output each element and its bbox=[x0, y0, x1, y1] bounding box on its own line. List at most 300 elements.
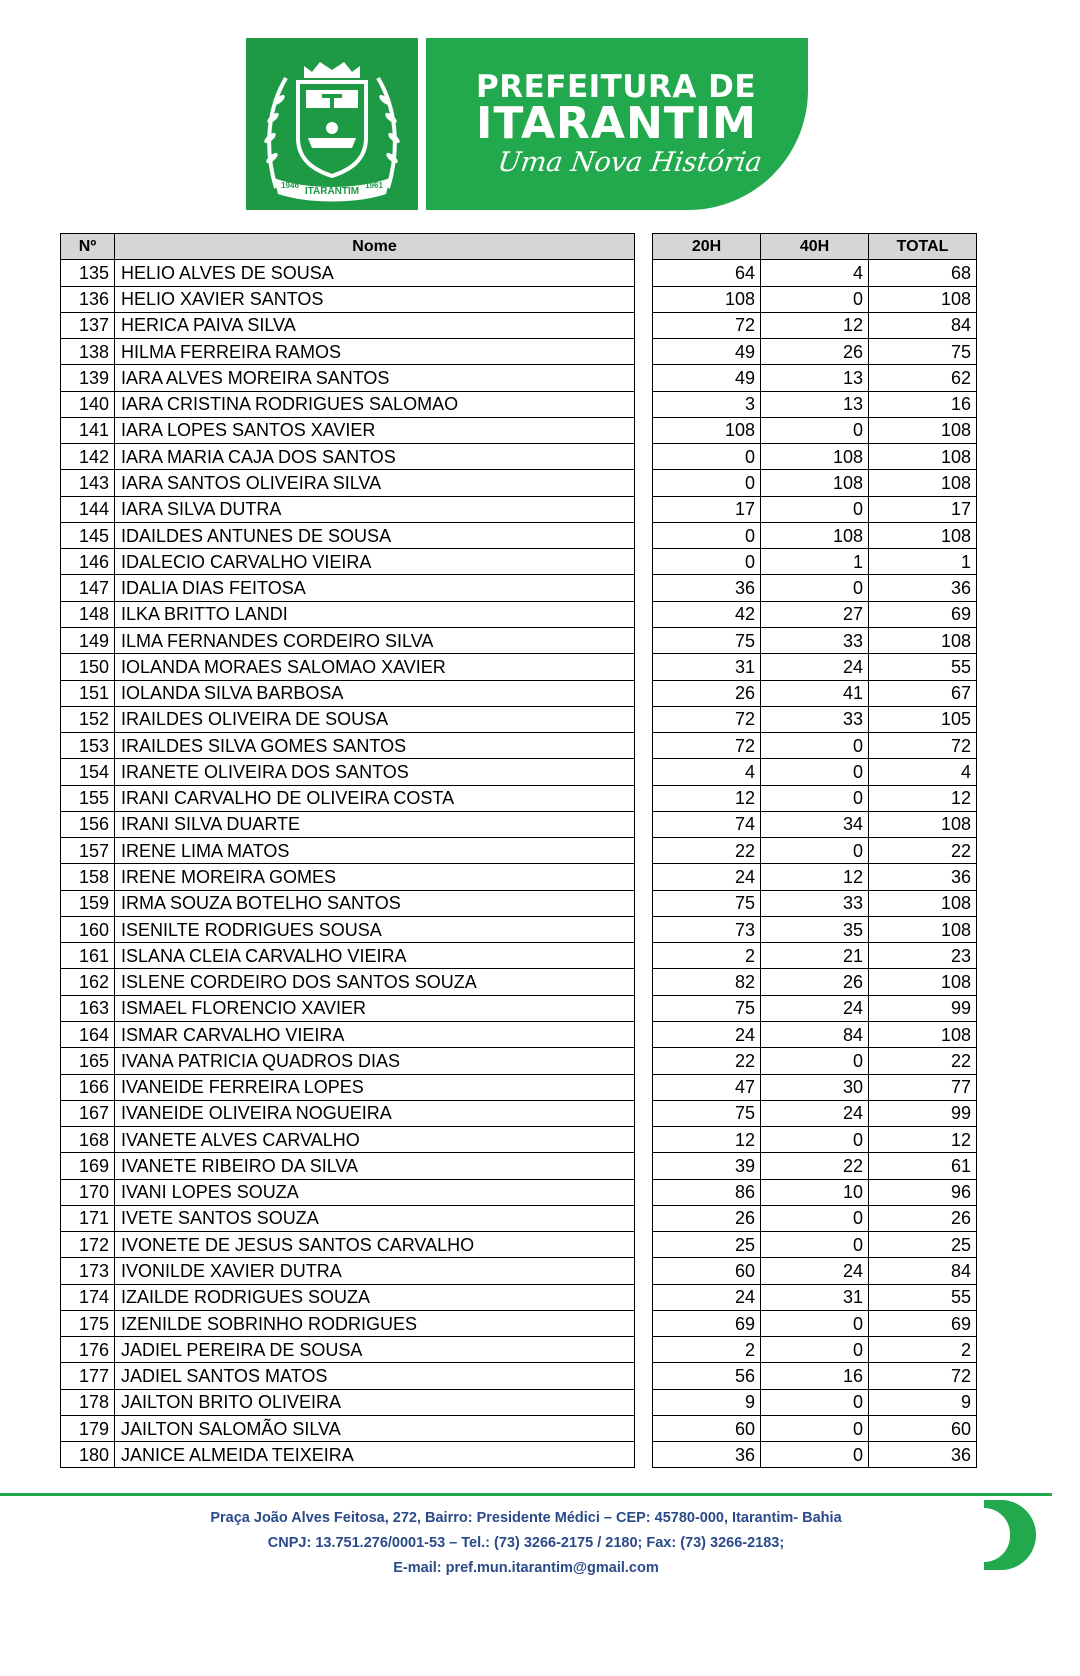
row-total: 69 bbox=[869, 601, 977, 627]
row-40h: 0 bbox=[761, 575, 869, 601]
row-number: 135 bbox=[61, 260, 115, 286]
table-row bbox=[653, 1074, 977, 1100]
row-total: 84 bbox=[869, 312, 977, 338]
table-row bbox=[653, 733, 977, 759]
row-40h: 24 bbox=[761, 654, 869, 680]
row-name: ILKA BRITTO LANDI bbox=[115, 601, 635, 627]
row-total: 108 bbox=[869, 1021, 977, 1047]
row-name: JADIEL PEREIRA DE SOUSA bbox=[115, 1337, 635, 1363]
row-total: 77 bbox=[869, 1074, 977, 1100]
row-40h: 26 bbox=[761, 339, 869, 365]
row-40h: 33 bbox=[761, 706, 869, 732]
table-row bbox=[653, 470, 977, 496]
row-40h: 108 bbox=[761, 470, 869, 496]
row-name: IVANEIDE FERREIRA LOPES bbox=[115, 1074, 635, 1100]
row-40h: 10 bbox=[761, 1179, 869, 1205]
table-row bbox=[653, 811, 977, 837]
row-20h: 75 bbox=[653, 995, 761, 1021]
table-row bbox=[653, 1021, 977, 1047]
row-name: IRENE MOREIRA GOMES bbox=[115, 864, 635, 890]
table-row bbox=[653, 943, 977, 969]
row-40h: 13 bbox=[761, 391, 869, 417]
row-total: 22 bbox=[869, 1048, 977, 1074]
row-name: IDAILDES ANTUNES DE SOUSA bbox=[115, 522, 635, 548]
row-40h: 34 bbox=[761, 811, 869, 837]
row-40h: 0 bbox=[761, 1048, 869, 1074]
row-40h: 26 bbox=[761, 969, 869, 995]
row-total: 72 bbox=[869, 1363, 977, 1389]
table-row bbox=[61, 1363, 635, 1389]
table-row bbox=[653, 706, 977, 732]
row-number: 168 bbox=[61, 1127, 115, 1153]
row-20h: 36 bbox=[653, 1442, 761, 1468]
table-row bbox=[653, 549, 977, 575]
table-row bbox=[61, 1179, 635, 1205]
table-row bbox=[61, 1153, 635, 1179]
table-row bbox=[61, 864, 635, 890]
row-20h: 39 bbox=[653, 1153, 761, 1179]
row-number: 173 bbox=[61, 1258, 115, 1284]
row-20h: 3 bbox=[653, 391, 761, 417]
table-row bbox=[653, 1284, 977, 1310]
row-20h: 4 bbox=[653, 759, 761, 785]
row-name: IVANEIDE OLIVEIRA NOGUEIRA bbox=[115, 1100, 635, 1126]
row-20h: 49 bbox=[653, 365, 761, 391]
row-20h: 17 bbox=[653, 496, 761, 522]
row-name: JANICE ALMEIDA TEIXEIRA bbox=[115, 1442, 635, 1468]
table-row bbox=[653, 785, 977, 811]
row-40h: 0 bbox=[761, 286, 869, 312]
table-row bbox=[653, 575, 977, 601]
table-row bbox=[61, 969, 635, 995]
row-number: 161 bbox=[61, 943, 115, 969]
table-row bbox=[61, 733, 635, 759]
table-row bbox=[61, 1415, 635, 1441]
row-40h: 12 bbox=[761, 864, 869, 890]
row-number: 169 bbox=[61, 1153, 115, 1179]
row-total: 108 bbox=[869, 522, 977, 548]
row-20h: 31 bbox=[653, 654, 761, 680]
table-row bbox=[653, 1127, 977, 1153]
table-row bbox=[61, 1389, 635, 1415]
emblem-year-left: 1946 bbox=[281, 181, 299, 190]
row-number: 148 bbox=[61, 601, 115, 627]
row-40h: 0 bbox=[761, 785, 869, 811]
table-row bbox=[61, 1337, 635, 1363]
table-row bbox=[61, 654, 635, 680]
table-row bbox=[61, 943, 635, 969]
row-total: 55 bbox=[869, 654, 977, 680]
row-number: 172 bbox=[61, 1232, 115, 1258]
footer-address: Praça João Alves Feitosa, 272, Bairro: Presidente Médici – CEP: 45780-000, Itarantim- Bahia bbox=[210, 1510, 842, 1526]
row-number: 178 bbox=[61, 1389, 115, 1415]
row-total: 99 bbox=[869, 995, 977, 1021]
row-number: 166 bbox=[61, 1074, 115, 1100]
table-row bbox=[653, 680, 977, 706]
table-row bbox=[653, 1415, 977, 1441]
row-40h: 1 bbox=[761, 549, 869, 575]
table-row bbox=[61, 496, 635, 522]
row-20h: 75 bbox=[653, 627, 761, 653]
header-slogan: Uma Nova História bbox=[495, 147, 764, 178]
table-row bbox=[653, 1153, 977, 1179]
footer-divider bbox=[0, 1493, 1052, 1496]
row-number: 154 bbox=[61, 759, 115, 785]
row-20h: 47 bbox=[653, 1074, 761, 1100]
row-number: 151 bbox=[61, 680, 115, 706]
row-20h: 72 bbox=[653, 312, 761, 338]
row-name: IRANI SILVA DUARTE bbox=[115, 811, 635, 837]
row-name: IARA MARIA CAJA DOS SANTOS bbox=[115, 444, 635, 470]
header-title-line2: ITARANTIM bbox=[476, 98, 757, 149]
header-title-line1: PREFEITURA DE bbox=[476, 69, 757, 105]
row-20h: 0 bbox=[653, 470, 761, 496]
row-name: HELIO XAVIER SANTOS bbox=[115, 286, 635, 312]
header-banner bbox=[426, 38, 808, 210]
row-total: 1 bbox=[869, 549, 977, 575]
row-number: 162 bbox=[61, 969, 115, 995]
row-20h: 75 bbox=[653, 1100, 761, 1126]
table-row bbox=[653, 995, 977, 1021]
row-total: 108 bbox=[869, 916, 977, 942]
row-total: 69 bbox=[869, 1310, 977, 1336]
row-40h: 31 bbox=[761, 1284, 869, 1310]
table-row bbox=[61, 1021, 635, 1047]
table-row bbox=[653, 864, 977, 890]
row-20h: 72 bbox=[653, 706, 761, 732]
row-name: IOLANDA SILVA BARBOSA bbox=[115, 680, 635, 706]
row-name: IVANETE RIBEIRO DA SILVA bbox=[115, 1153, 635, 1179]
row-40h: 0 bbox=[761, 417, 869, 443]
table-row bbox=[61, 522, 635, 548]
names-table-body bbox=[61, 260, 635, 1468]
row-number: 145 bbox=[61, 522, 115, 548]
table-row bbox=[61, 549, 635, 575]
table-row bbox=[61, 1284, 635, 1310]
table-row bbox=[61, 470, 635, 496]
row-total: 55 bbox=[869, 1284, 977, 1310]
row-name: IARA SILVA DUTRA bbox=[115, 496, 635, 522]
row-number: 150 bbox=[61, 654, 115, 680]
row-name: IVANI LOPES SOUZA bbox=[115, 1179, 635, 1205]
table-row bbox=[653, 1048, 977, 1074]
row-total: 62 bbox=[869, 365, 977, 391]
row-20h: 72 bbox=[653, 733, 761, 759]
row-number: 174 bbox=[61, 1284, 115, 1310]
row-number: 157 bbox=[61, 838, 115, 864]
row-number: 146 bbox=[61, 549, 115, 575]
table-row bbox=[653, 1232, 977, 1258]
row-number: 142 bbox=[61, 444, 115, 470]
footer-email: E-mail: pref.mun.itarantim@gmail.com bbox=[393, 1560, 659, 1576]
table-row bbox=[653, 1100, 977, 1126]
row-total: 108 bbox=[869, 890, 977, 916]
row-number: 159 bbox=[61, 890, 115, 916]
column-header-total: TOTAL bbox=[869, 234, 977, 260]
row-40h: 33 bbox=[761, 890, 869, 916]
row-40h: 12 bbox=[761, 312, 869, 338]
table-row bbox=[653, 1205, 977, 1231]
table-row bbox=[653, 522, 977, 548]
table-header-row bbox=[61, 234, 635, 260]
table-row bbox=[653, 286, 977, 312]
table-row bbox=[61, 286, 635, 312]
row-total: 23 bbox=[869, 943, 977, 969]
row-name: IRMA SOUZA BOTELHO SANTOS bbox=[115, 890, 635, 916]
row-total: 16 bbox=[869, 391, 977, 417]
row-20h: 24 bbox=[653, 1021, 761, 1047]
table-row bbox=[61, 1074, 635, 1100]
table-row bbox=[653, 890, 977, 916]
row-total: 108 bbox=[869, 444, 977, 470]
row-total: 12 bbox=[869, 1127, 977, 1153]
row-number: 143 bbox=[61, 470, 115, 496]
row-number: 153 bbox=[61, 733, 115, 759]
table-row bbox=[653, 1389, 977, 1415]
row-name: IVONETE DE JESUS SANTOS CARVALHO bbox=[115, 1232, 635, 1258]
row-total: 2 bbox=[869, 1337, 977, 1363]
row-number: 176 bbox=[61, 1337, 115, 1363]
row-number: 177 bbox=[61, 1363, 115, 1389]
table-row bbox=[61, 995, 635, 1021]
table-row bbox=[653, 969, 977, 995]
row-name: IRAILDES OLIVEIRA DE SOUSA bbox=[115, 706, 635, 732]
row-40h: 41 bbox=[761, 680, 869, 706]
row-name: IVONILDE XAVIER DUTRA bbox=[115, 1258, 635, 1284]
row-40h: 0 bbox=[761, 496, 869, 522]
row-total: 17 bbox=[869, 496, 977, 522]
table-row bbox=[653, 391, 977, 417]
table-row bbox=[653, 365, 977, 391]
row-total: 108 bbox=[869, 627, 977, 653]
table-row bbox=[61, 627, 635, 653]
row-name: IARA SANTOS OLIVEIRA SILVA bbox=[115, 470, 635, 496]
column-header-name: Nome bbox=[115, 234, 635, 260]
row-20h: 56 bbox=[653, 1363, 761, 1389]
table-row bbox=[653, 339, 977, 365]
table-row bbox=[61, 838, 635, 864]
row-total: 105 bbox=[869, 706, 977, 732]
row-40h: 0 bbox=[761, 1232, 869, 1258]
row-number: 160 bbox=[61, 916, 115, 942]
municipal-coat-of-arms-icon bbox=[246, 38, 418, 210]
municipal-emblem bbox=[246, 38, 418, 210]
table-row bbox=[61, 601, 635, 627]
table-row bbox=[61, 575, 635, 601]
row-total: 36 bbox=[869, 864, 977, 890]
table-row bbox=[61, 1048, 635, 1074]
row-name: IRANETE OLIVEIRA DOS SANTOS bbox=[115, 759, 635, 785]
row-40h: 4 bbox=[761, 260, 869, 286]
row-name: IOLANDA MORAES SALOMAO XAVIER bbox=[115, 654, 635, 680]
row-name: HERICA PAIVA SILVA bbox=[115, 312, 635, 338]
emblem-ribbon-text: ITARANTIM bbox=[304, 186, 360, 197]
row-40h: 108 bbox=[761, 444, 869, 470]
table-row bbox=[61, 312, 635, 338]
table-row bbox=[61, 1100, 635, 1126]
row-total: 36 bbox=[869, 575, 977, 601]
table-row bbox=[653, 1337, 977, 1363]
row-20h: 24 bbox=[653, 864, 761, 890]
table-row bbox=[61, 417, 635, 443]
row-20h: 75 bbox=[653, 890, 761, 916]
table-row bbox=[653, 1363, 977, 1389]
table-header-row bbox=[653, 234, 977, 260]
row-name: ISMAR CARVALHO VIEIRA bbox=[115, 1021, 635, 1047]
row-name: IVANETE ALVES CARVALHO bbox=[115, 1127, 635, 1153]
row-name: IZENILDE SOBRINHO RODRIGUES bbox=[115, 1310, 635, 1336]
table-row bbox=[653, 444, 977, 470]
table-row bbox=[61, 680, 635, 706]
row-number: 140 bbox=[61, 391, 115, 417]
row-40h: 0 bbox=[761, 1389, 869, 1415]
row-number: 180 bbox=[61, 1442, 115, 1468]
row-name: HELIO ALVES DE SOUSA bbox=[115, 260, 635, 286]
footer-contact: CNPJ: 13.751.276/0001-53 – Tel.: (73) 3266-2175 / 2180; Fax: (73) 3266-2183; bbox=[267, 1535, 785, 1551]
table-row bbox=[61, 785, 635, 811]
table-row bbox=[653, 654, 977, 680]
row-total: 84 bbox=[869, 1258, 977, 1284]
table-row bbox=[653, 1442, 977, 1468]
row-40h: 0 bbox=[761, 733, 869, 759]
table-row bbox=[61, 759, 635, 785]
row-20h: 42 bbox=[653, 601, 761, 627]
row-name: IRANI CARVALHO DE OLIVEIRA COSTA bbox=[115, 785, 635, 811]
row-40h: 0 bbox=[761, 1337, 869, 1363]
row-20h: 22 bbox=[653, 838, 761, 864]
row-20h: 0 bbox=[653, 549, 761, 575]
table-row bbox=[653, 601, 977, 627]
row-name: ISENILTE RODRIGUES SOUSA bbox=[115, 916, 635, 942]
row-number: 139 bbox=[61, 365, 115, 391]
row-20h: 82 bbox=[653, 969, 761, 995]
row-40h: 33 bbox=[761, 627, 869, 653]
row-20h: 108 bbox=[653, 286, 761, 312]
row-20h: 2 bbox=[653, 943, 761, 969]
table-row bbox=[653, 1258, 977, 1284]
row-number: 155 bbox=[61, 785, 115, 811]
names-table bbox=[60, 233, 635, 1468]
row-number: 165 bbox=[61, 1048, 115, 1074]
row-name: JAILTON BRITO OLIVEIRA bbox=[115, 1389, 635, 1415]
row-40h: 35 bbox=[761, 916, 869, 942]
row-total: 108 bbox=[869, 470, 977, 496]
row-20h: 49 bbox=[653, 339, 761, 365]
row-20h: 24 bbox=[653, 1284, 761, 1310]
table-row bbox=[61, 1258, 635, 1284]
row-number: 158 bbox=[61, 864, 115, 890]
table-row bbox=[61, 339, 635, 365]
table-row bbox=[61, 391, 635, 417]
row-name: ILMA FERNANDES CORDEIRO SILVA bbox=[115, 627, 635, 653]
row-20h: 26 bbox=[653, 1205, 761, 1231]
row-total: 68 bbox=[869, 260, 977, 286]
row-40h: 13 bbox=[761, 365, 869, 391]
row-name: IDALIA DIAS FEITOSA bbox=[115, 575, 635, 601]
row-total: 26 bbox=[869, 1205, 977, 1231]
table-row bbox=[61, 706, 635, 732]
table-row bbox=[653, 1310, 977, 1336]
table-row bbox=[61, 1127, 635, 1153]
row-40h: 16 bbox=[761, 1363, 869, 1389]
row-name: ISLANA CLEIA CARVALHO VIEIRA bbox=[115, 943, 635, 969]
table-row bbox=[653, 312, 977, 338]
row-name: ISLENE CORDEIRO DOS SANTOS SOUZA bbox=[115, 969, 635, 995]
row-name: IRAILDES SILVA GOMES SANTOS bbox=[115, 733, 635, 759]
column-header-num: Nº bbox=[61, 234, 115, 260]
row-20h: 108 bbox=[653, 417, 761, 443]
hours-table-body bbox=[653, 260, 977, 1468]
row-40h: 0 bbox=[761, 759, 869, 785]
table-row bbox=[653, 759, 977, 785]
row-20h: 0 bbox=[653, 522, 761, 548]
row-total: 22 bbox=[869, 838, 977, 864]
row-40h: 0 bbox=[761, 1205, 869, 1231]
table-row bbox=[61, 1310, 635, 1336]
row-number: 167 bbox=[61, 1100, 115, 1126]
row-20h: 74 bbox=[653, 811, 761, 837]
row-40h: 0 bbox=[761, 1127, 869, 1153]
row-40h: 0 bbox=[761, 1415, 869, 1441]
row-name: IARA ALVES MOREIRA SANTOS bbox=[115, 365, 635, 391]
row-number: 152 bbox=[61, 706, 115, 732]
row-total: 108 bbox=[869, 286, 977, 312]
table-row bbox=[61, 1232, 635, 1258]
row-40h: 84 bbox=[761, 1021, 869, 1047]
row-total: 67 bbox=[869, 680, 977, 706]
table-row bbox=[653, 260, 977, 286]
row-20h: 12 bbox=[653, 785, 761, 811]
row-number: 163 bbox=[61, 995, 115, 1021]
row-number: 136 bbox=[61, 286, 115, 312]
row-name: IVANA PATRICIA QUADROS DIAS bbox=[115, 1048, 635, 1074]
row-name: IRENE LIMA MATOS bbox=[115, 838, 635, 864]
row-20h: 64 bbox=[653, 260, 761, 286]
row-total: 60 bbox=[869, 1415, 977, 1441]
row-total: 9 bbox=[869, 1389, 977, 1415]
table-row bbox=[61, 1442, 635, 1468]
table-row bbox=[653, 627, 977, 653]
row-40h: 30 bbox=[761, 1074, 869, 1100]
row-20h: 73 bbox=[653, 916, 761, 942]
table-row bbox=[653, 916, 977, 942]
row-name: IZAILDE RODRIGUES SOUZA bbox=[115, 1284, 635, 1310]
row-name: HILMA FERREIRA RAMOS bbox=[115, 339, 635, 365]
row-number: 138 bbox=[61, 339, 115, 365]
row-name: JADIEL SANTOS MATOS bbox=[115, 1363, 635, 1389]
table-row bbox=[653, 496, 977, 522]
row-name: IDALECIO CARVALHO VIEIRA bbox=[115, 549, 635, 575]
row-20h: 86 bbox=[653, 1179, 761, 1205]
row-40h: 0 bbox=[761, 1442, 869, 1468]
table-row bbox=[653, 1179, 977, 1205]
row-number: 156 bbox=[61, 811, 115, 837]
row-number: 170 bbox=[61, 1179, 115, 1205]
row-40h: 108 bbox=[761, 522, 869, 548]
row-total: 4 bbox=[869, 759, 977, 785]
row-name: ISMAEL FLORENCIO XAVIER bbox=[115, 995, 635, 1021]
table-row bbox=[61, 811, 635, 837]
row-20h: 2 bbox=[653, 1337, 761, 1363]
row-20h: 22 bbox=[653, 1048, 761, 1074]
row-total: 108 bbox=[869, 417, 977, 443]
row-name: IARA CRISTINA RODRIGUES SALOMAO bbox=[115, 391, 635, 417]
table-row bbox=[61, 365, 635, 391]
row-40h: 0 bbox=[761, 1310, 869, 1336]
row-total: 12 bbox=[869, 785, 977, 811]
table-row bbox=[61, 1205, 635, 1231]
row-total: 108 bbox=[869, 811, 977, 837]
